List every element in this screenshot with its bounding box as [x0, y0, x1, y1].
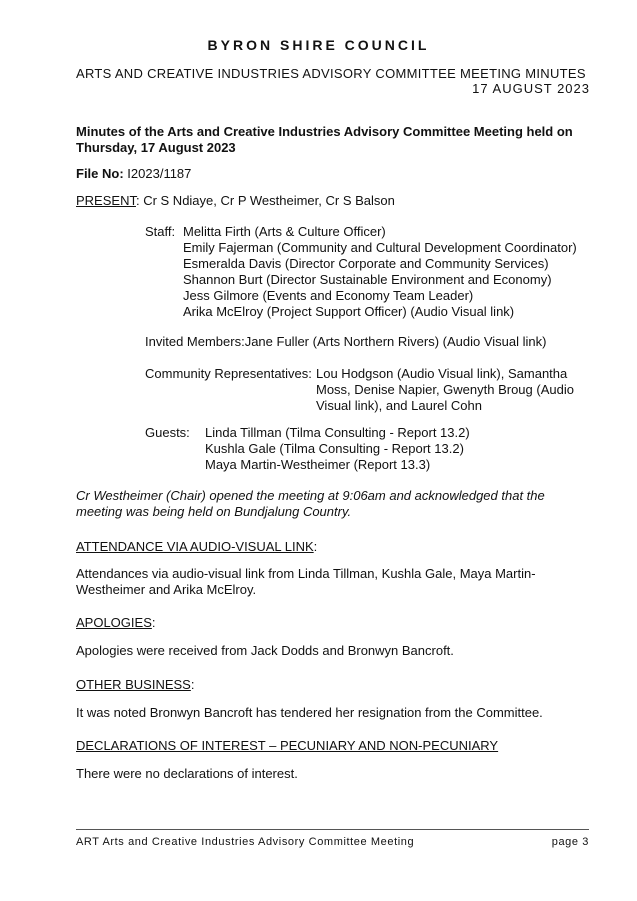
- present-line: [76, 193, 576, 209]
- meeting-date: 17 AUGUST 2023: [472, 81, 590, 96]
- other-business-heading-text: OTHER BUSINESS: [76, 677, 191, 692]
- attendance-text-line1: Attendances via audio-visual link from Linda Tillman, Kushla Gale, Maya Martin-: [76, 566, 536, 581]
- declarations-heading: DECLARATIONS OF INTEREST – PECUNIARY AND NON-PECUNIARY: [76, 738, 499, 753]
- attendance-text-line2: Westheimer and Arika McElroy.: [76, 582, 257, 597]
- community-representatives-list: [316, 366, 588, 414]
- guests-list: [205, 425, 470, 473]
- file-number-value: I2023/1187: [127, 166, 192, 181]
- opening-statement-line2: meeting was being held on Bundjalung Country.: [76, 504, 352, 519]
- file-number-label: File No:: [76, 166, 124, 181]
- other-business-text: It was noted Bronwyn Bancroft has tendered her resignation from the Committee.: [76, 705, 543, 720]
- apologies-heading-text: APOLOGIES: [76, 615, 152, 630]
- other-business-heading: [76, 677, 576, 693]
- community-line: Visual link), and Laurel Cohn: [316, 398, 482, 413]
- declarations-text: There were no declarations of interest.: [76, 766, 298, 781]
- footer-page-number: page 3: [551, 836, 589, 848]
- staff-member: Shannon Burt (Director Sustainable Environment and Economy): [183, 272, 552, 287]
- staff-list: [183, 224, 577, 320]
- staff-member: Arika McElroy (Project Support Officer) (Audio Visual link): [183, 304, 515, 319]
- staff-label: Staff:: [145, 224, 176, 239]
- guest-member: Kushla Gale (Tilma Consulting - Report 13.2): [205, 441, 464, 456]
- guest-member: Maya Martin-Westheimer (Report 13.3): [205, 457, 431, 472]
- staff-member: Melitta Firth (Arts & Culture Officer): [183, 224, 386, 239]
- staff-member: Esmeralda Davis (Director Corporate and Community Services): [183, 256, 549, 271]
- staff-member: Jess Gilmore (Events and Economy Team Leader): [183, 288, 474, 303]
- invited-members: Invited Members:Jane Fuller (Arts Northern Rivers) (Audio Visual link): [145, 334, 547, 349]
- minutes-title-line2: Thursday, 17 August 2023: [76, 140, 236, 155]
- footer-divider: [76, 829, 589, 830]
- community-representatives-label: Community Representatives:: [145, 366, 312, 381]
- minutes-title-line1: Minutes of the Arts and Creative Industries Advisory Committee Meeting held on: [76, 124, 573, 139]
- present-names: : Cr S Ndiaye, Cr P Westheimer, Cr S Balson: [135, 193, 395, 208]
- community-line: Lou Hodgson (Audio Visual link), Samantha: [316, 366, 568, 381]
- attendance-heading-colon: :: [313, 539, 318, 554]
- footer-document-title: ART Arts and Creative Industries Advisory Committee Meeting: [76, 836, 415, 848]
- guests-label: Guests:: [145, 425, 190, 440]
- apologies-heading-colon: :: [151, 615, 156, 630]
- attendance-heading: [76, 539, 576, 555]
- staff-member: Emily Fajerman (Community and Cultural Development Coordinator): [183, 240, 577, 255]
- apologies-text: Apologies were received from Jack Dodds and Bronwyn Bancroft.: [76, 643, 454, 658]
- guest-member: Linda Tillman (Tilma Consulting - Report 13.2): [205, 425, 470, 440]
- present-label: PRESENT: [76, 193, 136, 208]
- document-subtitle: ARTS AND CREATIVE INDUSTRIES ADVISORY COMMITTEE MEETING MINUTES: [76, 66, 586, 81]
- opening-statement-line1: Cr Westheimer (Chair) opened the meeting at 9:06am and acknowledged that the: [76, 488, 545, 503]
- council-name: BYRON SHIRE COUNCIL: [207, 37, 430, 53]
- apologies-heading: [76, 615, 576, 631]
- file-number: [76, 166, 576, 182]
- other-business-heading-colon: :: [190, 677, 195, 692]
- community-line: Moss, Denise Napier, Gwenyth Broug (Audio: [316, 382, 574, 397]
- attendance-heading-text: ATTENDANCE VIA AUDIO-VISUAL LINK: [76, 539, 314, 554]
